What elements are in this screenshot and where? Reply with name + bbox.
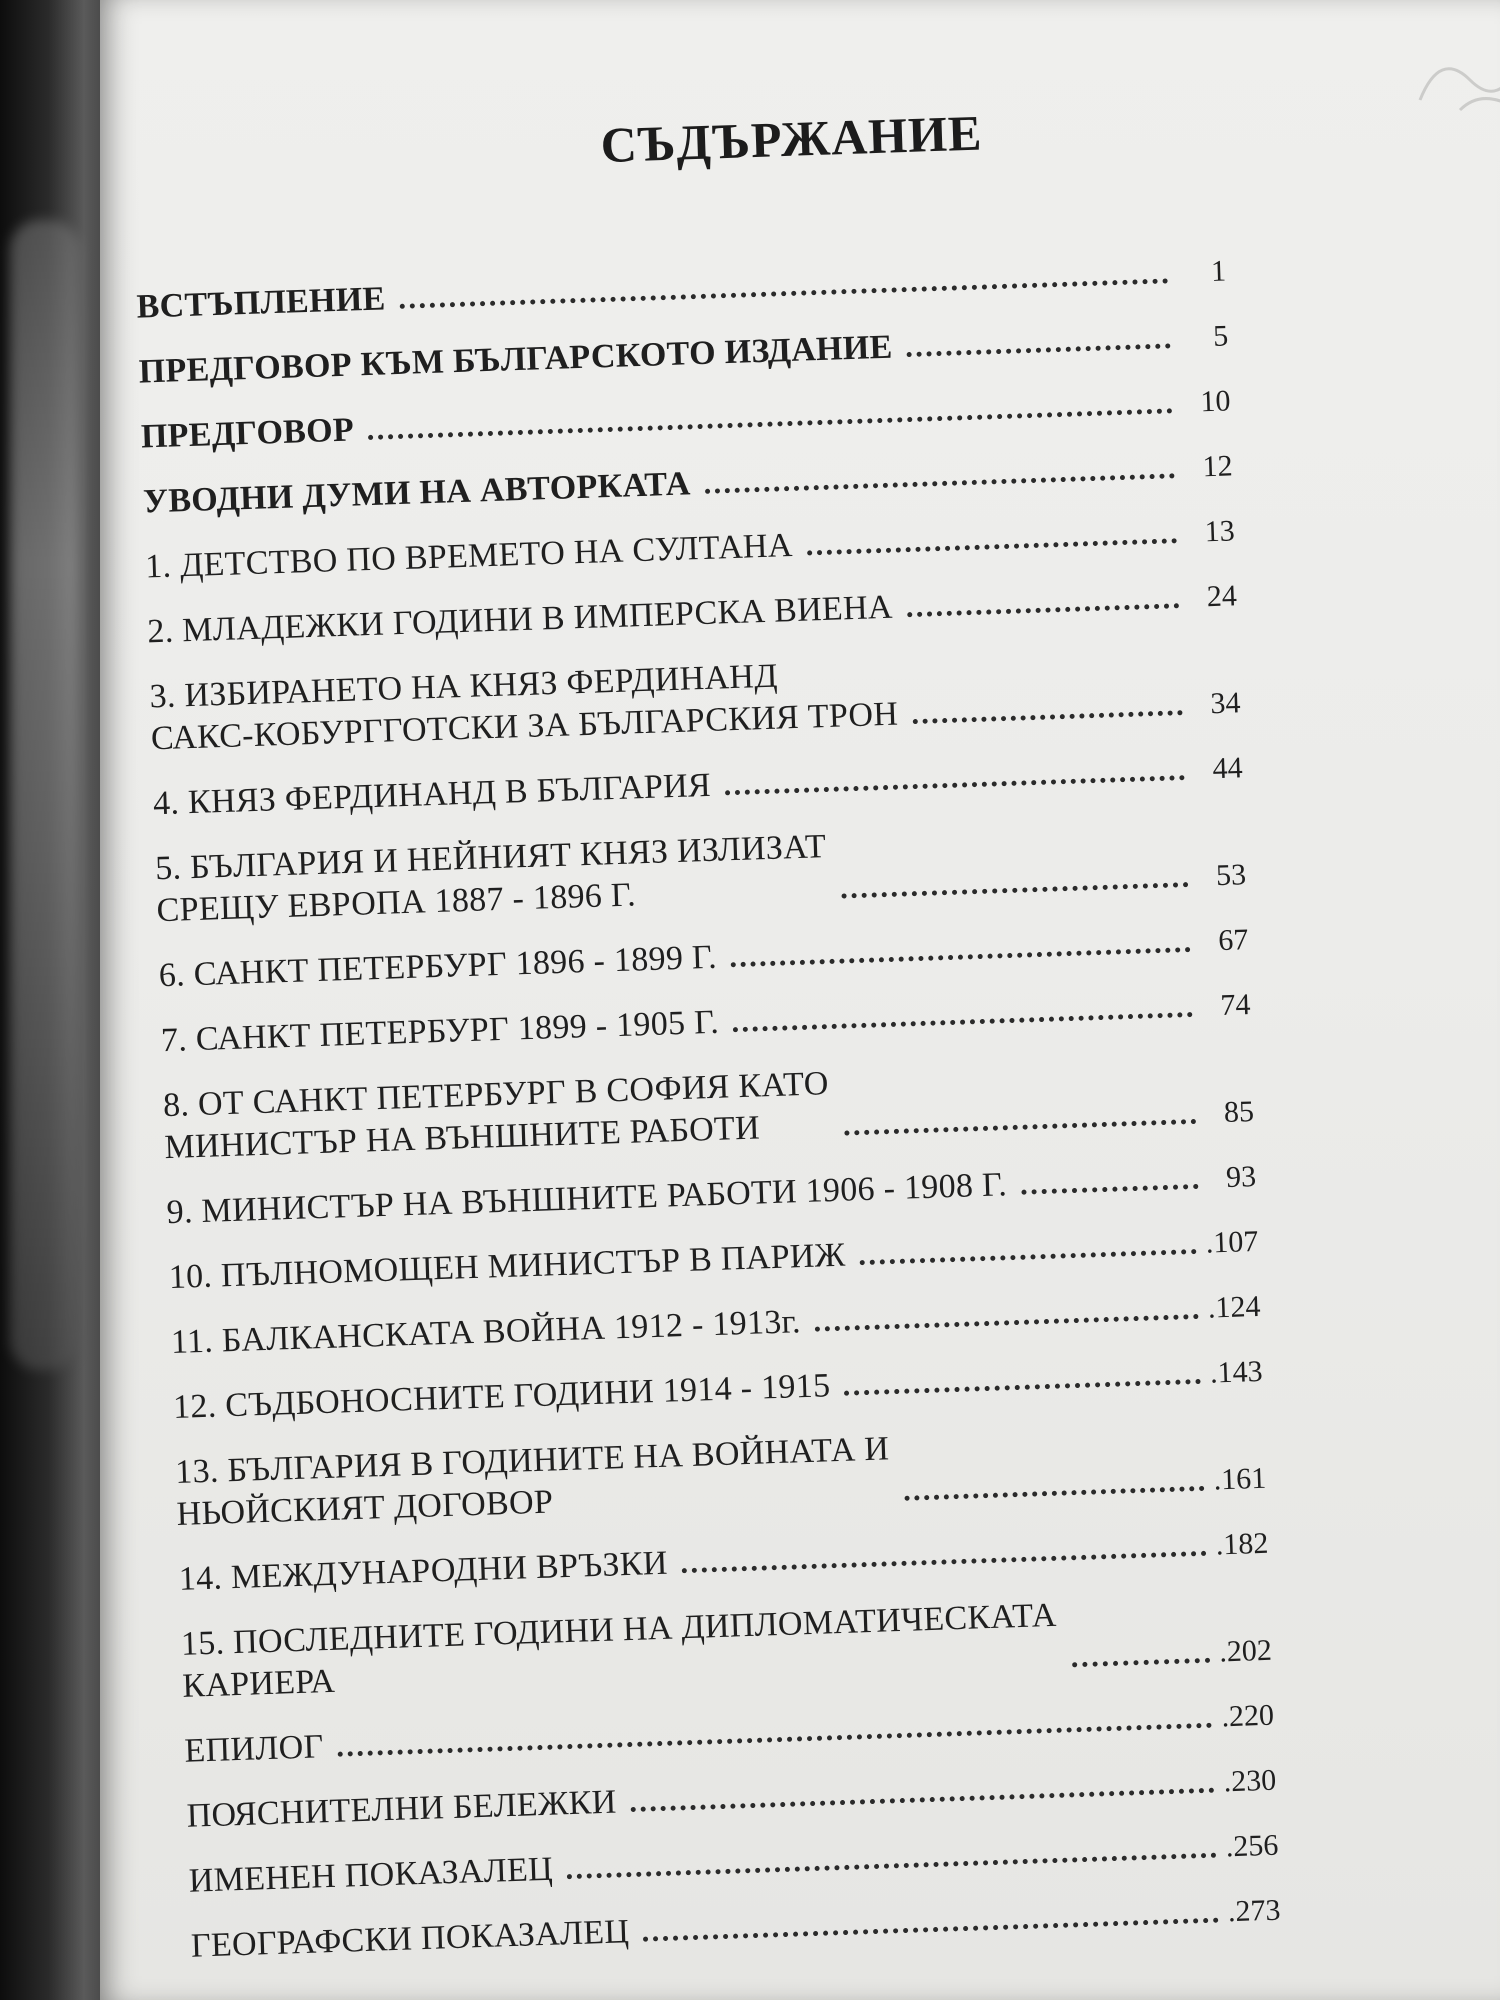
toc-entry-label: 14. МЕЖДУНАРОДНИ ВРЪЗКИ [178, 1544, 669, 1598]
toc-entry-label: 13. БЪЛГАРИЯ В ГОДИНИТЕ НА ВОЙНАТА И НЬОЙСКИЯТ ДОГОВОР [174, 1430, 890, 1533]
toc-entry [160, 984, 1251, 1062]
dot-leader [338, 1723, 1212, 1757]
toc-entry [190, 1890, 1281, 1968]
toc-entry-label: ПОЯСНИТЕЛНИ БЕЛЕЖКИ [186, 1783, 618, 1835]
dot-leader [860, 1249, 1197, 1265]
toc-entry-page-number: .182 [1215, 1526, 1269, 1562]
dot-leader [682, 1551, 1206, 1573]
dot-leader [725, 775, 1185, 795]
toc-entry [140, 380, 1231, 458]
dot-leader [733, 1012, 1193, 1032]
toc-entry-page-number: 53 [1215, 858, 1247, 893]
toc-entry-label: 7. САНКТ ПЕТЕРБУРГ 1899 - 1905 Г. [160, 1003, 720, 1060]
dot-leader [705, 473, 1175, 494]
toc-entry-label: 2. МЛАДЕЖКИ ГОДИНИ В ИМПЕРСКА ВИЕНА [146, 588, 894, 651]
toc-entry-page-number: 44 [1212, 751, 1244, 786]
dot-leader [643, 1918, 1218, 1942]
toc-entry [188, 1825, 1279, 1903]
dot-leader [631, 1788, 1214, 1812]
toc-entry-page-number: .161 [1213, 1461, 1267, 1497]
toc-entry-page-number: .107 [1205, 1224, 1259, 1260]
toc-entry-label: 3. ИЗБИРАНЕТО НА КНЯЗ ФЕРДИНАНД САКС-КОБУРГГОТСКИ ЗА БЪЛГАРСКИЯ ТРОН [148, 657, 899, 758]
toc-entry [145, 510, 1236, 588]
toc-entry [142, 445, 1233, 523]
toc-entry [155, 812, 1247, 932]
dot-leader [1021, 1184, 1198, 1195]
toc-entry-page-number: 13 [1204, 514, 1236, 549]
dot-leader [912, 710, 1182, 724]
toc-entry-label: 15. ПОСЛЕДНИТЕ ГОДИНИ НА ДИПЛОМАТИЧЕСКАТА КАРИЕРА [180, 1596, 1058, 1705]
toc-entry-label: ИМЕНЕН ПОКАЗАЛЕЦ [188, 1850, 554, 1900]
dot-leader [400, 278, 1169, 308]
dot-leader [567, 1853, 1216, 1880]
toc-entry [149, 640, 1241, 760]
toc-entry-label: 8. ОТ САНКТ ПЕТЕРБУРГ В СОФИЯ КАТО МИНИСТЪР НА ВЪНШНИТЕ РАБОТИ [162, 1065, 830, 1167]
toc-entry-label: ПРЕДГОВОР [140, 411, 355, 456]
toc-entry-label: 6. САНКТ ПЕТЕРБУРГ 1896 - 1899 Г. [158, 938, 718, 995]
toc-entry-page-number: 24 [1206, 579, 1238, 614]
dot-leader [731, 947, 1191, 967]
dot-leader [844, 1119, 1196, 1136]
toc-entry [180, 1588, 1272, 1708]
toc-entry-page-number: .220 [1220, 1698, 1275, 1734]
toc-entry [162, 1049, 1254, 1169]
toc-entry-label: 5. БЪЛГАРИЯ И НЕЙНИЯТ КНЯЗ ИЗЛИЗАТ СРЕЩУ ЕВРОПА 1887 - 1896 Г. [154, 828, 827, 930]
dot-leader [844, 1379, 1200, 1396]
toc-entry [138, 315, 1229, 393]
toc-entry [166, 1156, 1257, 1234]
dot-leader [815, 1314, 1198, 1332]
book-page [100, 0, 1500, 2000]
dot-leader [1072, 1658, 1210, 1668]
toc-entry-label: 9. МИНИСТЪР НА ВЪНШНИТЕ РАБОТИ 1906 - 1908 Г. [166, 1166, 1008, 1232]
toc-entry-page-number: 93 [1225, 1159, 1257, 1194]
toc-entry [168, 1221, 1259, 1299]
toc-entry-page-number: 10 [1199, 384, 1231, 419]
table-of-contents [136, 250, 1282, 1990]
toc-entry-page-number: 1 [1210, 254, 1227, 288]
toc-entry-label: ПРЕДГОВОР КЪМ БЪЛГАРСКОТО ИЗДАНИЕ [138, 328, 894, 391]
dot-leader [905, 1486, 1204, 1501]
toc-entry [170, 1286, 1261, 1364]
toc-entry-page-number: .202 [1218, 1633, 1273, 1669]
toc-entry-label: 10. ПЪЛНОМОЩЕН МИНИСТЪР В ПАРИЖ [168, 1236, 847, 1297]
toc-entry-label: ВСТЪПЛЕНИЕ [136, 280, 387, 326]
toc-entry [147, 575, 1238, 653]
toc-entry-page-number: 5 [1212, 319, 1229, 353]
toc-entry-label: 1. ДЕТСТВО ПО ВРЕМЕТО НА СУЛТАНА [144, 527, 794, 586]
dot-leader [807, 538, 1177, 555]
toc-entry-label: ГЕОГРАФСКИ ПОКАЗАЛЕЦ [190, 1913, 630, 1965]
toc-entry-label: УВОДНИ ДУМИ НА АВТОРКАТА [142, 465, 692, 521]
toc-entry-page-number: 34 [1209, 686, 1241, 721]
toc-entry-page-number: .256 [1225, 1828, 1279, 1864]
page-content [100, 0, 1500, 2000]
toc-entry [158, 919, 1249, 997]
toc-entry-label: 4. КНЯЗ ФЕРДИНАНД В БЪЛГАРИЯ [152, 766, 712, 823]
dot-leader [368, 408, 1173, 440]
toc-entry [152, 747, 1243, 825]
toc-entry [175, 1416, 1267, 1536]
toc-entry-page-number: 74 [1219, 988, 1251, 1023]
page-title: СЪДЪРЖАНИЕ [599, 104, 984, 174]
toc-entry [186, 1760, 1277, 1838]
toc-entry-page-number: 12 [1201, 449, 1234, 484]
toc-entry [178, 1523, 1269, 1601]
dot-leader [907, 343, 1171, 357]
toc-entry [172, 1351, 1263, 1429]
dot-leader [907, 603, 1179, 617]
toc-entry-page-number: .124 [1207, 1289, 1261, 1325]
toc-entry-label: 12. СЪДБОНОСНИТЕ ГОДИНИ 1914 - 1915 [172, 1367, 831, 1426]
dot-leader [842, 882, 1189, 898]
toc-entry-page-number: .273 [1227, 1893, 1281, 1929]
toc-entry-label: 11. БАЛКАНСКАТА ВОЙНА 1912 - 1913г. [170, 1303, 802, 1362]
toc-entry-page-number: 67 [1217, 923, 1249, 958]
toc-entry [136, 250, 1227, 328]
toc-entry [184, 1695, 1275, 1773]
toc-entry-page-number: .230 [1223, 1763, 1277, 1799]
toc-entry-page-number: 85 [1223, 1095, 1255, 1129]
toc-entry-label: ЕПИЛОГ [183, 1728, 325, 1770]
toc-entry-page-number: .143 [1209, 1354, 1264, 1390]
